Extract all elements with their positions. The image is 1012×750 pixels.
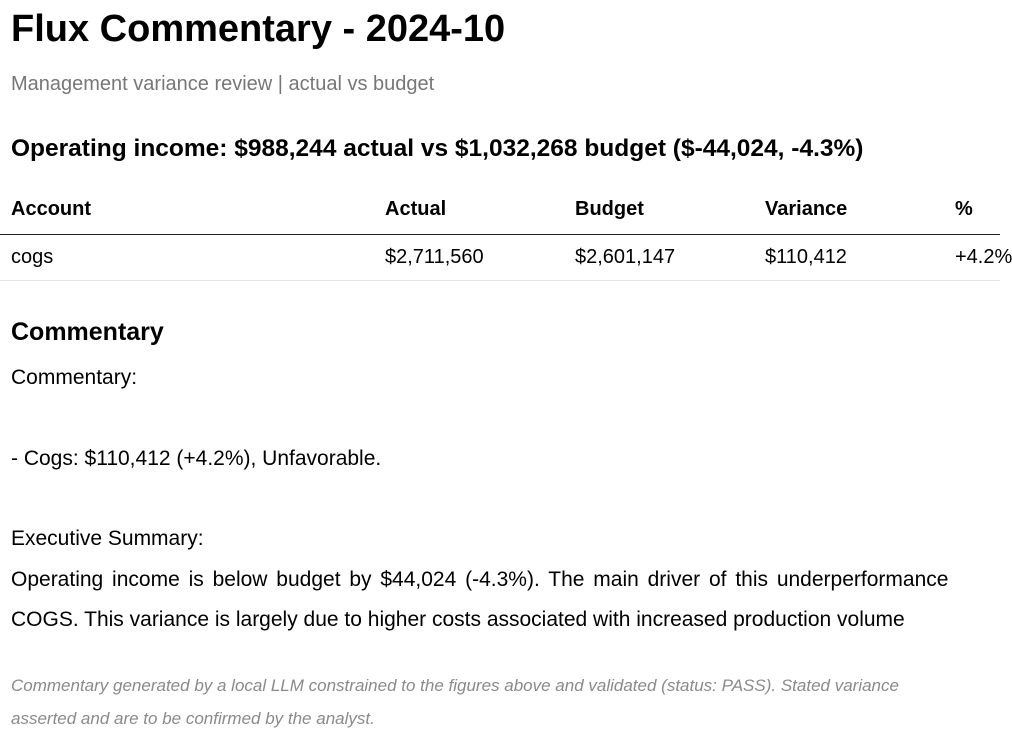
- cell-budget: $2,601,147: [575, 246, 676, 268]
- table-header-row: [0, 186, 1000, 235]
- column-header-budget: Budget: [575, 198, 644, 220]
- commentary-heading: Commentary: [11, 318, 164, 346]
- variance-table: [0, 186, 1012, 281]
- commentary-label: Commentary:: [11, 366, 138, 389]
- operating-income-summary: Operating income: $988,244 actual vs $1,032,268 budget ($-44,024, -4.3%): [11, 135, 864, 162]
- column-header-variance: Variance: [765, 198, 848, 220]
- cell-account: cogs: [11, 246, 54, 268]
- page-subtitle: Management variance review | actual vs budget: [11, 73, 435, 95]
- commentary-bullet: - Cogs: $110,412 (+4.2%), Unfavorable.: [11, 447, 382, 470]
- footnote-line: Commentary generated by a local LLM constrained to the figures above and validated (status: PASS). Stated variance: [11, 676, 899, 695]
- cell-actual: $2,711,560: [385, 246, 484, 268]
- executive-summary-line: Operating income is below budget by $44,024 (-4.3%). The main driver of this underperformance: [11, 568, 949, 591]
- executive-summary-line: COGS. This variance is largely due to higher costs associated with increased production volume: [11, 608, 905, 631]
- footnote-line: asserted and are to be confirmed by the analyst.: [11, 709, 375, 728]
- cell-percent: +4.2%: [955, 246, 1012, 268]
- executive-summary-label: Executive Summary:: [11, 527, 204, 550]
- cell-variance: $110,412: [765, 246, 847, 268]
- page-title: Flux Commentary - 2024-10: [11, 8, 506, 50]
- column-header-percent: %: [955, 198, 973, 220]
- column-header-account: Account: [11, 198, 91, 220]
- column-header-actual: Actual: [385, 198, 447, 220]
- table-row: [0, 235, 1012, 281]
